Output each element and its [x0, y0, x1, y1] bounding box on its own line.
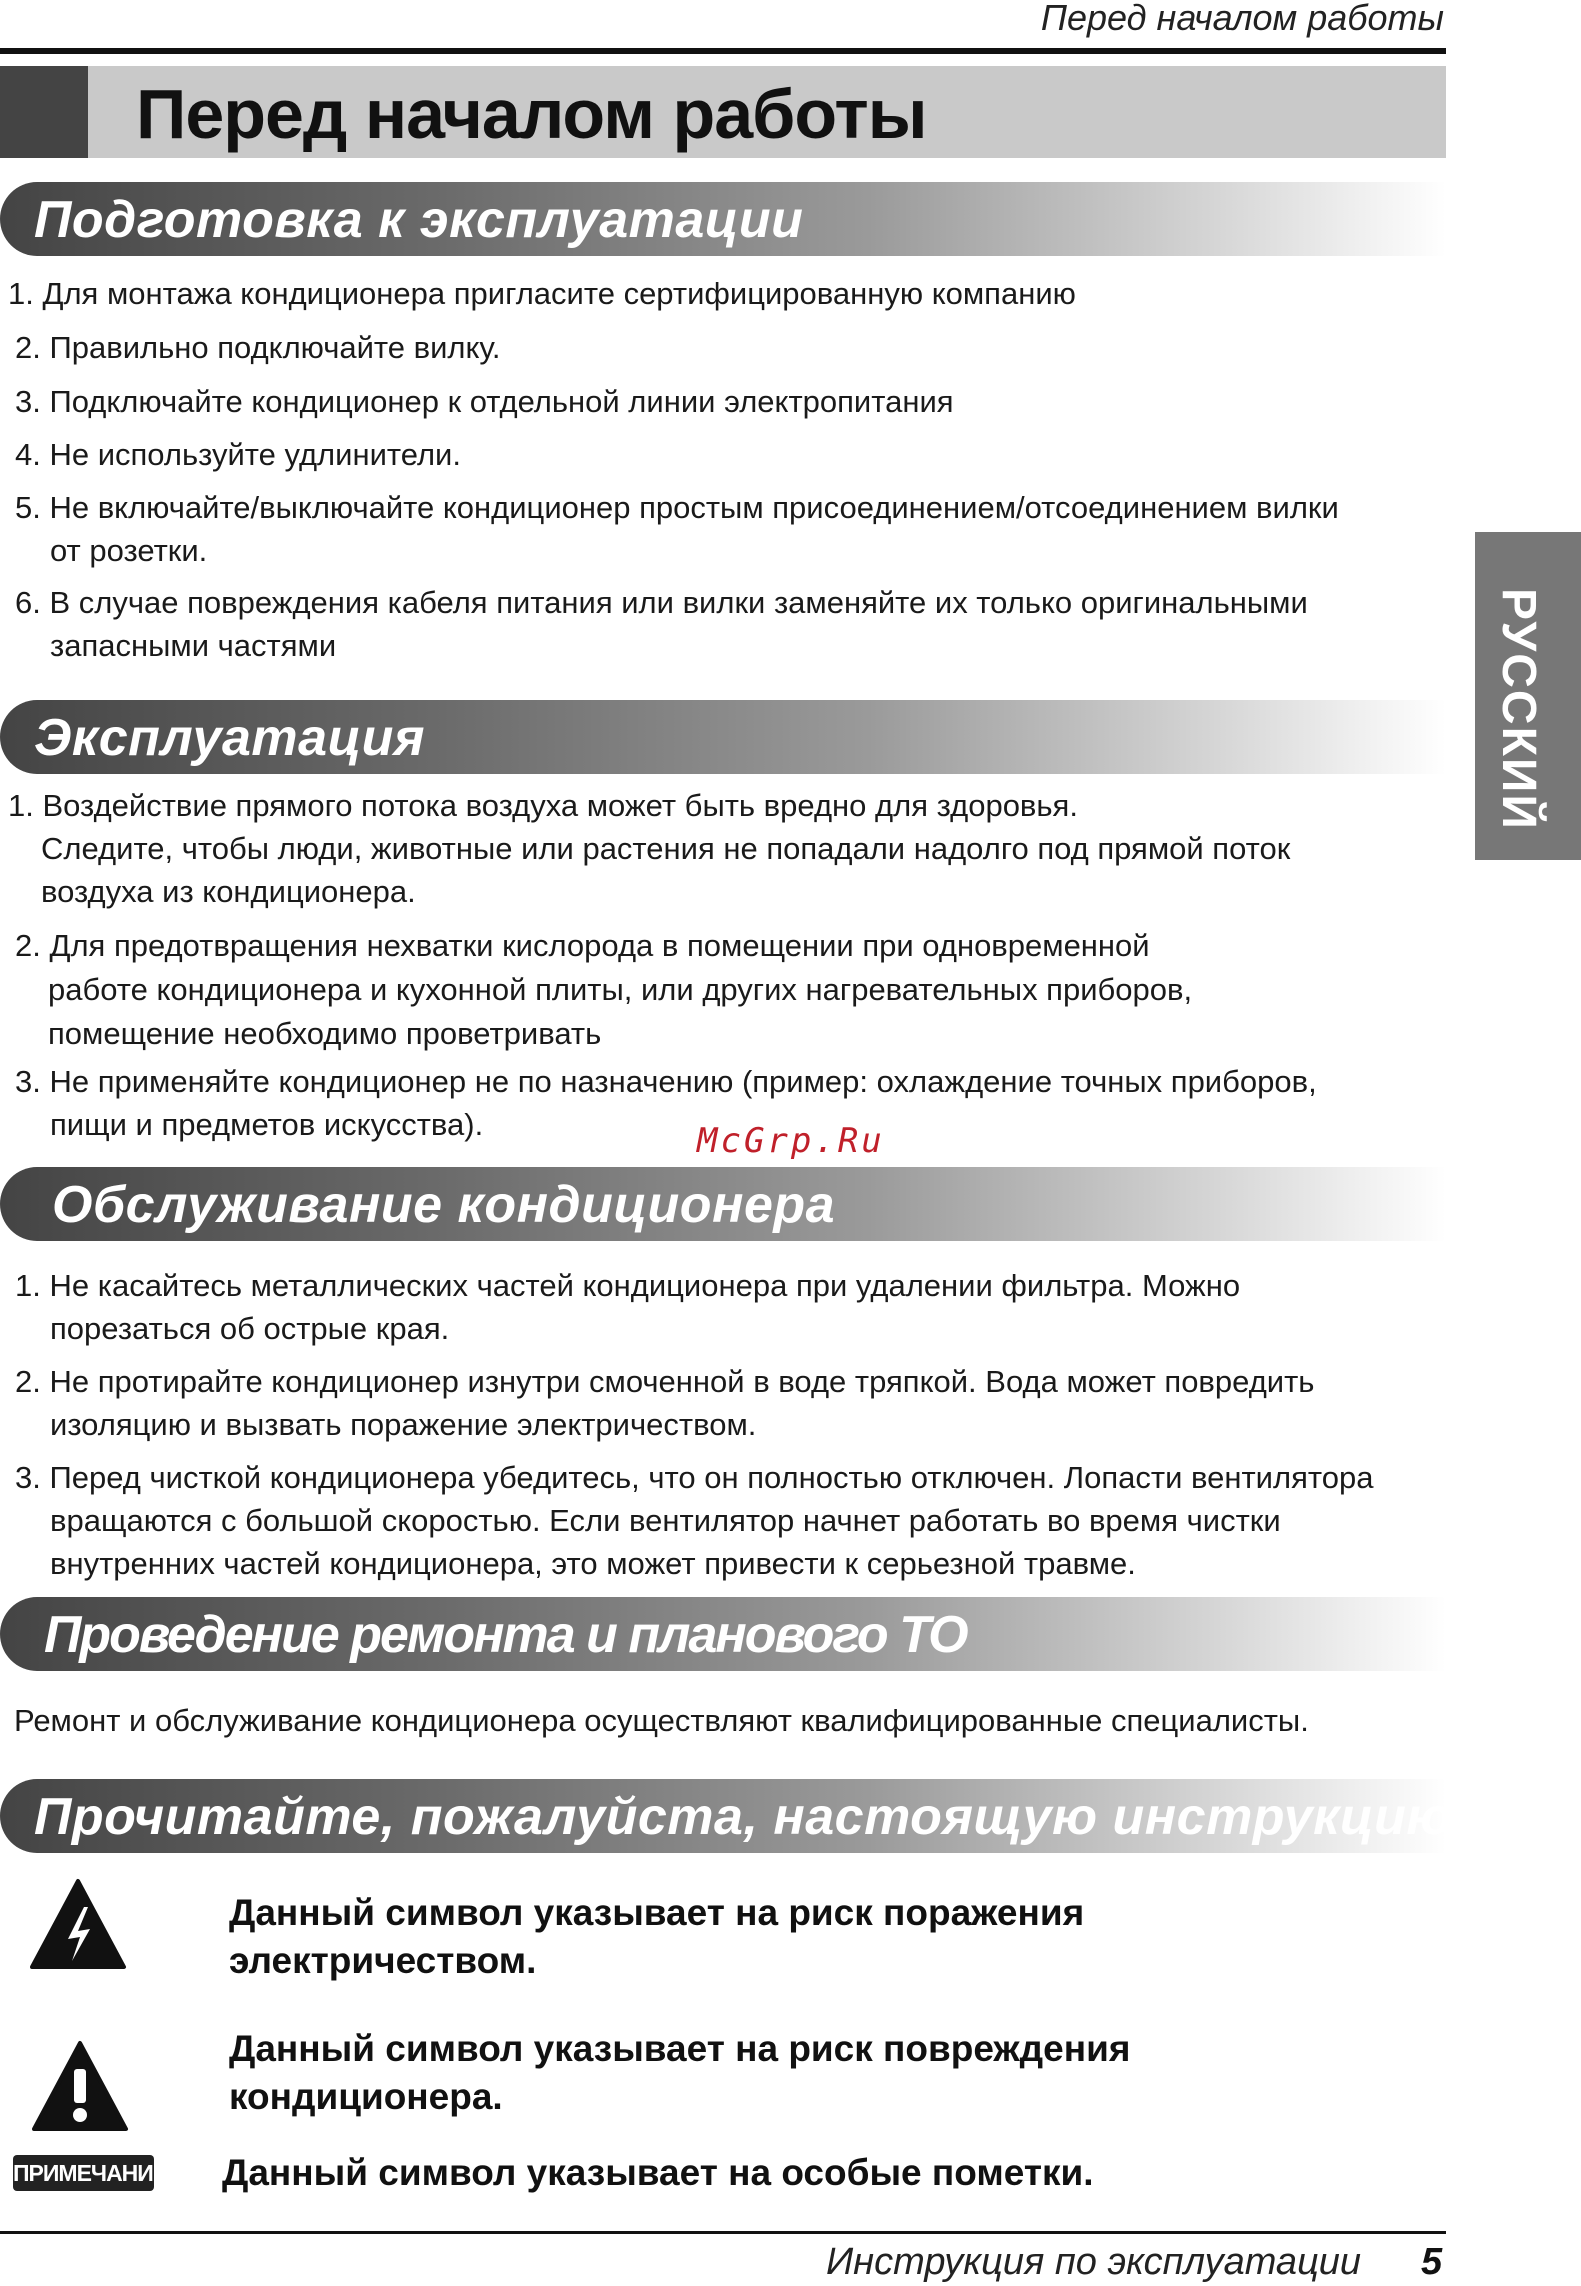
section-header-repair — [0, 1597, 1446, 1671]
list-item: 3. Перед чисткой кондиционера убедитесь, что он полностью отключен. Лопасти вентилятора — [15, 1460, 1374, 1495]
symbol-description-line: Данный символ указывает на риск повреждения — [229, 2028, 1131, 2069]
list-item: 1. Не касайтесь металлических частей кондиционера при удалении фильтра. Можно — [15, 1268, 1241, 1303]
exclamation-warning-icon — [30, 2039, 130, 2133]
language-tab — [1475, 532, 1581, 860]
list-item-continuation: Следите, чтобы люди, животные или растения не попадали надолго под прямой поток — [41, 831, 1291, 866]
list-item: 2. Для предотвращения нехватки кислорода в помещении при одновременной — [15, 928, 1150, 963]
list-item: 3. Не применяйте кондиционер не по назначению (пример: охлаждение точных приборов, — [15, 1064, 1317, 1099]
watermark: McGrp.Ru — [697, 1121, 885, 1161]
section-header-preparation — [0, 182, 1446, 256]
page-number: 5 — [1421, 2241, 1443, 2283]
section-header-maintenance — [0, 1167, 1446, 1241]
symbol-description-line: Данный символ указывает на особые пометки. — [222, 2152, 1094, 2193]
list-item-continuation: работе кондиционера и кухонной плиты, или других нагревательных приборов, — [48, 972, 1193, 1007]
list-item-continuation: воздуха из кондиционера. — [41, 874, 416, 909]
list-item: 4. Не используйте удлинители. — [15, 437, 461, 472]
list-item-continuation: вращаются с большой скоростью. Если вентилятор начнет работать во время чистки — [50, 1503, 1281, 1538]
running-header: Перед началом работы — [1040, 0, 1444, 38]
electric-shock-warning-icon — [28, 1877, 128, 1971]
symbol-description-line: электричеством. — [229, 1940, 537, 1981]
top-rule — [0, 48, 1446, 54]
list-item-continuation: запасными частями — [50, 628, 337, 663]
section-header-operation — [0, 700, 1446, 774]
list-item-continuation: порезаться об острые края. — [50, 1311, 450, 1346]
list-item: 3. Подключайте кондиционер к отдельной линии электропитания — [15, 384, 954, 419]
symbol-description-line: кондиционера. — [229, 2076, 503, 2117]
section-title: Обслуживание кондиционера — [52, 1176, 836, 1234]
bottom-rule — [0, 2231, 1446, 2234]
paragraph: Ремонт и обслуживание кондиционера осуществляют квалифицированные специалисты. — [14, 1703, 1309, 1738]
language-tab-label: РУССКИЙ — [1492, 588, 1545, 831]
list-item-continuation: помещение необходимо проветривать — [48, 1016, 602, 1051]
section-title: Подготовка к эксплуатации — [34, 191, 804, 249]
title-accent-block — [0, 66, 88, 158]
section-title: Эксплуатация — [34, 709, 426, 767]
note-badge: ПРИМЕЧАНИЕ — [13, 2155, 154, 2191]
list-item-continuation: пищи и предметов искусства). — [50, 1107, 484, 1142]
list-item-continuation: от розетки. — [50, 533, 208, 568]
list-item: 2. Правильно подключайте вилку. — [15, 330, 501, 365]
page-title: Перед началом работы — [136, 75, 927, 153]
list-item-continuation: изоляцию и вызвать поражение электричеством. — [50, 1407, 757, 1442]
section-title: Проведение ремонта и планового ТО — [44, 1606, 967, 1664]
section-title: Прочитайте, пожалуйста, настоящую инструкцию. — [34, 1788, 1467, 1846]
list-item: 1. Для монтажа кондиционера пригласите сертифицированную компанию — [8, 276, 1076, 311]
list-item-continuation: внутренних частей кондиционера, это может привести к серьезной травме. — [50, 1546, 1136, 1581]
symbol-description-line: Данный символ указывает на риск поражения — [229, 1892, 1085, 1933]
page-title-bar — [0, 66, 1446, 158]
list-item: 5. Не включайте/выключайте кондиционер простым присоединением/отсоединением вилки — [15, 490, 1339, 525]
list-item: 2. Не протирайте кондиционер изнутри смоченной в воде тряпкой. Вода может повредить — [15, 1364, 1315, 1399]
list-item: 1. Воздействие прямого потока воздуха может быть вредно для здоровья. — [8, 788, 1078, 823]
section-header-read-instructions — [0, 1779, 1467, 1853]
list-item: 6. В случае повреждения кабеля питания или вилки заменяйте их только оригинальными — [15, 585, 1308, 620]
footer-title: Инструкция по эксплуатации — [826, 2241, 1362, 2283]
